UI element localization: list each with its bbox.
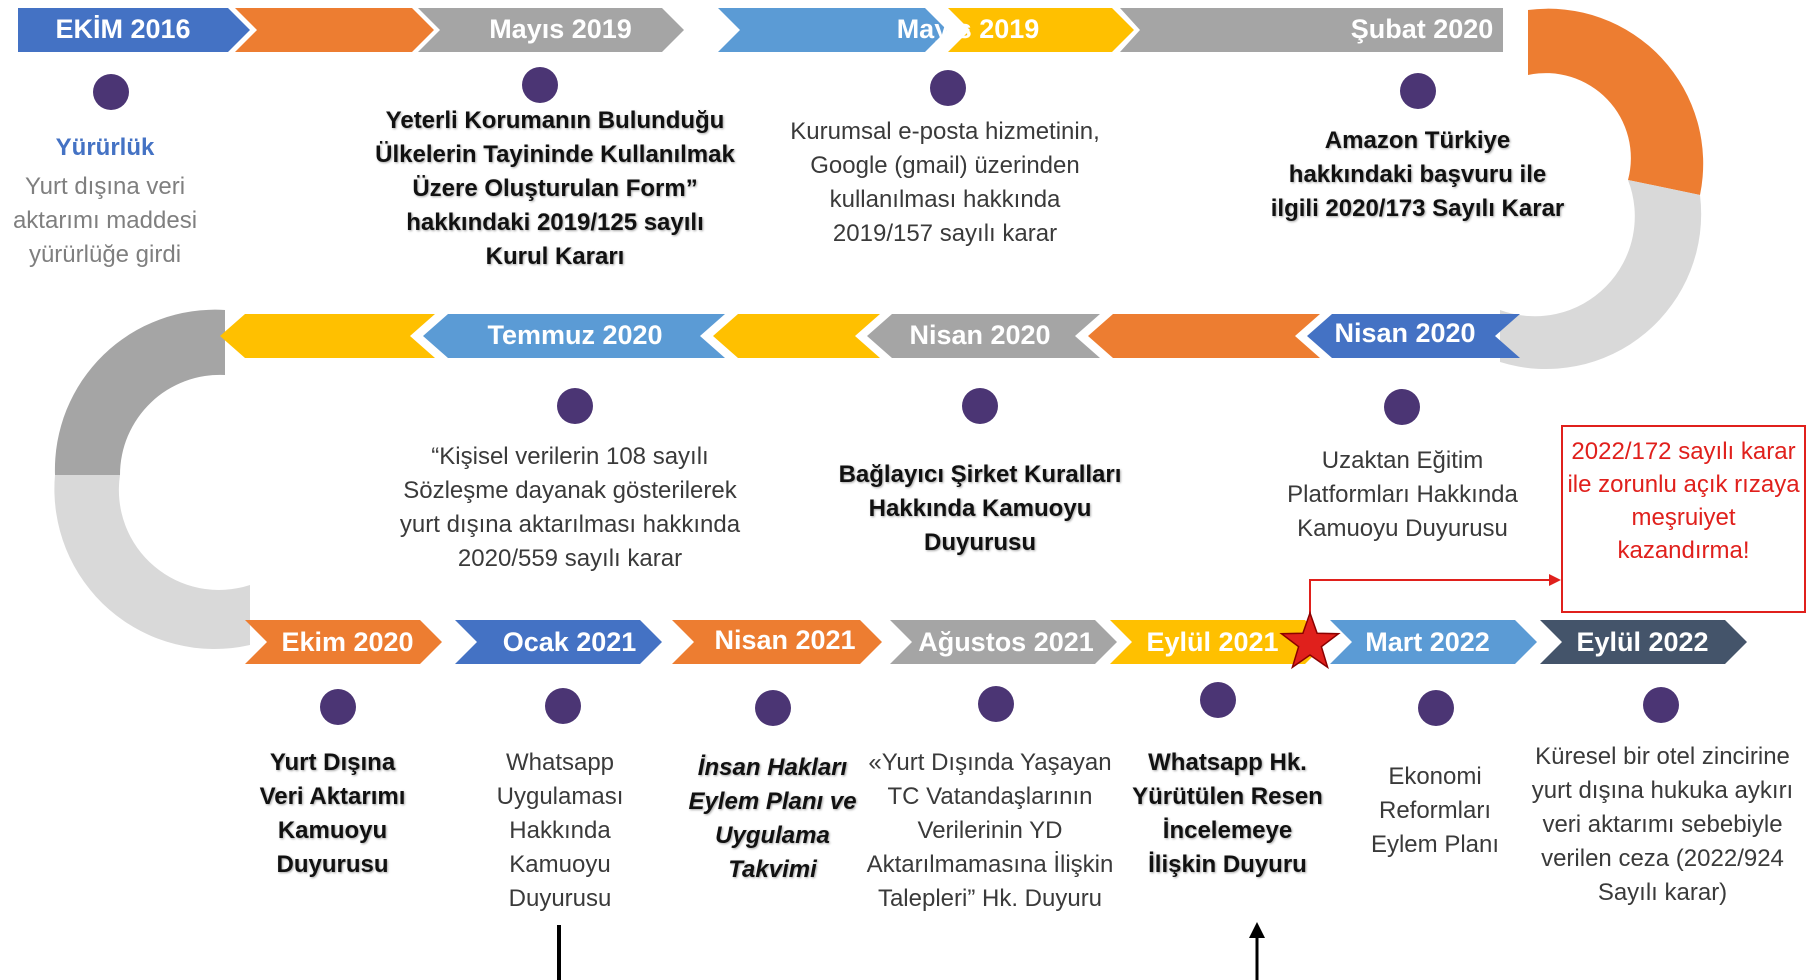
stage-label: Mayıs 2019 bbox=[896, 14, 1040, 44]
stage-label: Ağustos 2021 bbox=[918, 627, 1094, 657]
event-marker bbox=[930, 70, 966, 106]
stage-label: Ocak 2021 bbox=[502, 627, 637, 657]
event-marker bbox=[545, 688, 581, 724]
event-marker bbox=[557, 388, 593, 424]
curve-left-lower bbox=[54, 475, 250, 649]
event-marker bbox=[93, 74, 129, 110]
event-text: Amazon Türkiye hakkındaki başvuru ile ilgili 2020/173 Sayılı Karar bbox=[1270, 127, 1565, 222]
event-text: Uzaktan Eğitim Platformları Hakkında Kamuoyu Duyurusu bbox=[1287, 447, 1518, 542]
stage-arrow bbox=[235, 8, 434, 52]
stage-label: Mayıs 2019 bbox=[489, 14, 632, 44]
event-text: Yeterli Korumanın Bulunduğu Ülkelerin Tayininde Kullanılmak Üzere Oluşturulan Form” hakkındaki 2019/125 sayılı Kurul Kararı bbox=[375, 107, 735, 270]
event-marker bbox=[1643, 687, 1679, 723]
event-text: Kurumsal e-posta hizmetinin, Google (gmail) üzerinden kullanılması hakkında 2019/157 sayılı karar bbox=[790, 118, 1100, 247]
stage-label: Eylül 2022 bbox=[1576, 627, 1709, 657]
event-text: İnsan Hakları Eylem Planı ve Uygulama Takvimi bbox=[688, 754, 857, 883]
stage-label: Mart 2022 bbox=[1365, 627, 1490, 657]
stage-label: Eylül 2021 bbox=[1146, 627, 1279, 657]
event-marker bbox=[978, 686, 1014, 722]
stage-arrow bbox=[220, 314, 435, 358]
curve-left-upper bbox=[55, 310, 225, 475]
event-text: Yurt Dışına Veri Aktarımı Kamuoyu Duyurusu bbox=[259, 749, 406, 878]
event-text: Yurt dışına veri aktarımı maddesi yürürlüğe girdi bbox=[12, 173, 198, 268]
event-marker bbox=[1400, 73, 1436, 109]
stage-label: EKİM 2016 bbox=[55, 14, 191, 44]
callout-arrowhead bbox=[1549, 574, 1561, 586]
stage-arrow bbox=[1088, 314, 1320, 358]
event-marker bbox=[1384, 389, 1420, 425]
event-text: Whatsapp Hk. Yürütülen Resen İncelemeye İlişkin Duyuru bbox=[1132, 749, 1323, 878]
event-marker bbox=[962, 388, 998, 424]
event-title: Yürürlük bbox=[55, 134, 155, 161]
event-text: Bağlayıcı Şirket Kuralları Hakkında Kamuoyu Duyurusu bbox=[838, 461, 1122, 556]
event-marker bbox=[755, 690, 791, 726]
event-text: Küresel bir otel zincirine yurt dışına hukuka aykırı veri aktarımı sebebiyle verilen ceza (2022/924 Sayılı karar) bbox=[1531, 743, 1794, 906]
callout-box: 2022/172 sayılı karar ile zorunlu açık rızaya meşruiyet kazandırma! bbox=[1561, 425, 1806, 613]
event-marker bbox=[522, 67, 558, 103]
stage-label: Temmuz 2020 bbox=[487, 320, 663, 350]
stage-label: Şubat 2020 bbox=[1350, 14, 1494, 44]
event-text: «Yurt Dışında Yaşayan TC Vatandaşlarının Verilerinin YD Aktarılmamasına İlişkin Talepleri” Hk. Duyuru bbox=[866, 749, 1114, 912]
event-text: Ekonomi Reformları Eylem Planı bbox=[1370, 763, 1500, 858]
event-marker bbox=[1418, 690, 1454, 726]
stage-label: Nisan 2020 bbox=[1334, 318, 1476, 348]
arrow-up-icon bbox=[1249, 922, 1265, 938]
stage-arrow bbox=[713, 314, 880, 358]
event-marker bbox=[320, 689, 356, 725]
event-text: Whatsapp Uygulaması Hakkında Kamuoyu Duyurusu bbox=[496, 749, 624, 912]
stage-label: Ekim 2020 bbox=[281, 627, 414, 657]
stage-label: Nisan 2020 bbox=[909, 320, 1051, 350]
stage-label: Nisan 2021 bbox=[714, 625, 856, 655]
event-text: “Kişisel verilerin 108 sayılı Sözleşme dayanak gösterilerek yurt dışına aktarılması hakkında 2020/559 sayılı karar bbox=[399, 443, 741, 572]
event-marker bbox=[1200, 682, 1236, 718]
